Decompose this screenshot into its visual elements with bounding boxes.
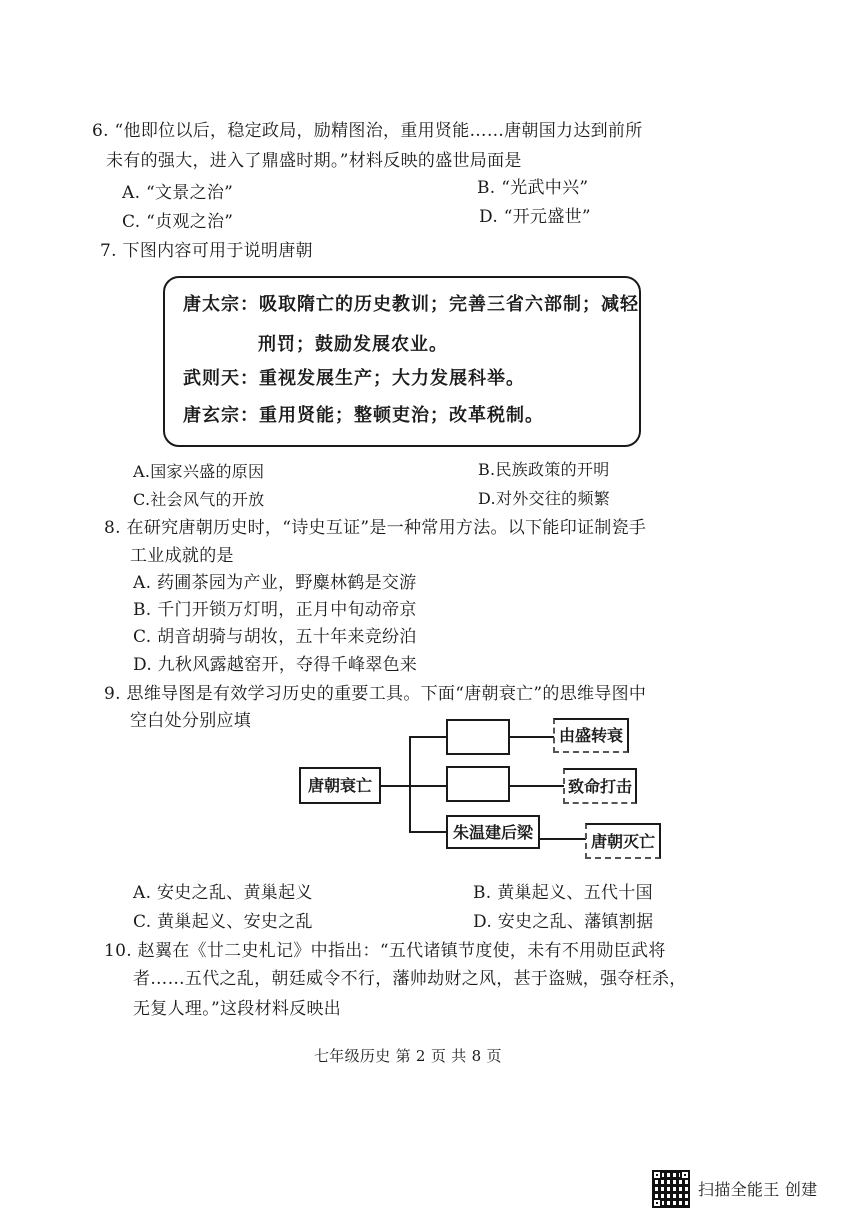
q7-box-line4: 唐玄宗：重用贤能；整顿吏治；改革税制。 — [183, 405, 544, 426]
q9-option-b: B. 黄巢起义、五代十国 — [473, 883, 653, 903]
mindmap-right-node-2 — [563, 768, 637, 804]
q7-box-line1: 唐太宗：吸取隋亡的历史教训；完善三省六部制；减轻 — [183, 294, 639, 315]
q6-option-a: A. “文景之治” — [122, 183, 234, 203]
mindmap-connector — [409, 785, 446, 787]
q9-stem-line1: 9. 思维导图是有效学习历史的重要工具。下面“唐朝衰亡”的思维导图中 — [104, 684, 647, 704]
q8-option-d: D. 九秋风露越窑开，夺得千峰翠色来 — [133, 655, 418, 675]
mindmap-blank-node-1 — [446, 719, 510, 755]
mindmap-right-label-1: 由盛转衰 — [558, 726, 623, 745]
mindmap-connector — [409, 736, 446, 738]
mindmap-right-node-3 — [585, 823, 661, 859]
q9-option-a: A. 安史之乱、黄巢起义 — [133, 883, 313, 903]
q7-box-line3: 武则天：重视发展生产；大力发展科举。 — [183, 368, 525, 389]
mindmap-right-node-1 — [553, 718, 629, 753]
mindmap-right-label-2: 致命打击 — [567, 777, 632, 796]
mindmap-arrow — [510, 736, 554, 738]
mindmap-blank-node-2 — [446, 766, 510, 802]
mindmap-center-label: 唐朝衰亡 — [307, 776, 372, 795]
q7-option-c: C.社会风气的开放 — [133, 490, 265, 509]
q9-stem-line2: 空白处分别应填 — [130, 711, 252, 731]
mindmap-center-node — [299, 767, 381, 804]
q7-option-a: A.国家兴盛的原因 — [133, 462, 265, 481]
q8-option-c: C. 胡音胡骑与胡妆，五十年来竞纷泊 — [133, 627, 417, 647]
q7-stem: 7. 下图内容可用于说明唐朝 — [100, 241, 313, 261]
q9-option-c: C. 黄巢起义、安史之乱 — [133, 912, 313, 932]
mindmap-node-3 — [446, 815, 540, 849]
page-footer: 七年级历史 第 2 页 共 8 页 — [314, 1047, 502, 1065]
q9-option-d: D. 安史之乱、藩镇割据 — [473, 912, 654, 932]
q6-option-b: B. “光武中兴” — [477, 178, 589, 198]
mindmap-connector — [409, 831, 446, 833]
mindmap-arrow — [540, 838, 586, 840]
q8-option-a: A. 药圃茶园为产业，野麋林鹤是交游 — [133, 573, 417, 593]
q6-stem-line1: 6. “他即位以后，稳定政局，励精图治，重用贤能……唐朝国力达到前所 — [92, 121, 643, 141]
q10-stem-line2: 者……五代之乱，朝廷威令不行，藩帅劫财之风，甚于盗贼，强夺枉杀， — [133, 969, 687, 989]
q6-option-d: D. “开元盛世” — [479, 207, 591, 227]
q10-stem-line1: 10. 赵翼在《廿二史札记》中指出：“五代诸镇节度使，未有不用勋臣武将 — [104, 941, 666, 961]
qr-code-icon — [652, 1170, 690, 1208]
mindmap-arrow — [510, 785, 564, 787]
q7-option-d: D.对外交往的频繁 — [478, 489, 611, 508]
q10-stem-line3: 无复人理。”这段材料反映出 — [133, 999, 342, 1019]
mindmap-connector — [381, 785, 411, 787]
mindmap-node-3-label: 朱温建后梁 — [452, 823, 533, 842]
q8-stem-line1: 8. 在研究唐朝历史时，“诗史互证”是一种常用方法。以下能印证制瓷手 — [104, 518, 647, 538]
mindmap-right-label-3: 唐朝灭亡 — [590, 832, 655, 851]
q7-box-line2: 刑罚；鼓励发展农业。 — [258, 334, 448, 355]
scanner-watermark: 扫描全能王 创建 — [698, 1180, 818, 1199]
q7-option-b: B.民族政策的开明 — [478, 460, 610, 479]
q6-stem-line2: 未有的强大，进入了鼎盛时期。”材料反映的盛世局面是 — [106, 151, 522, 171]
q8-option-b: B. 千门开锁万灯明，正月中旬动帝京 — [133, 600, 417, 620]
q6-option-c: C. “贞观之治” — [122, 212, 234, 232]
q8-stem-line2: 工业成就的是 — [130, 546, 234, 566]
